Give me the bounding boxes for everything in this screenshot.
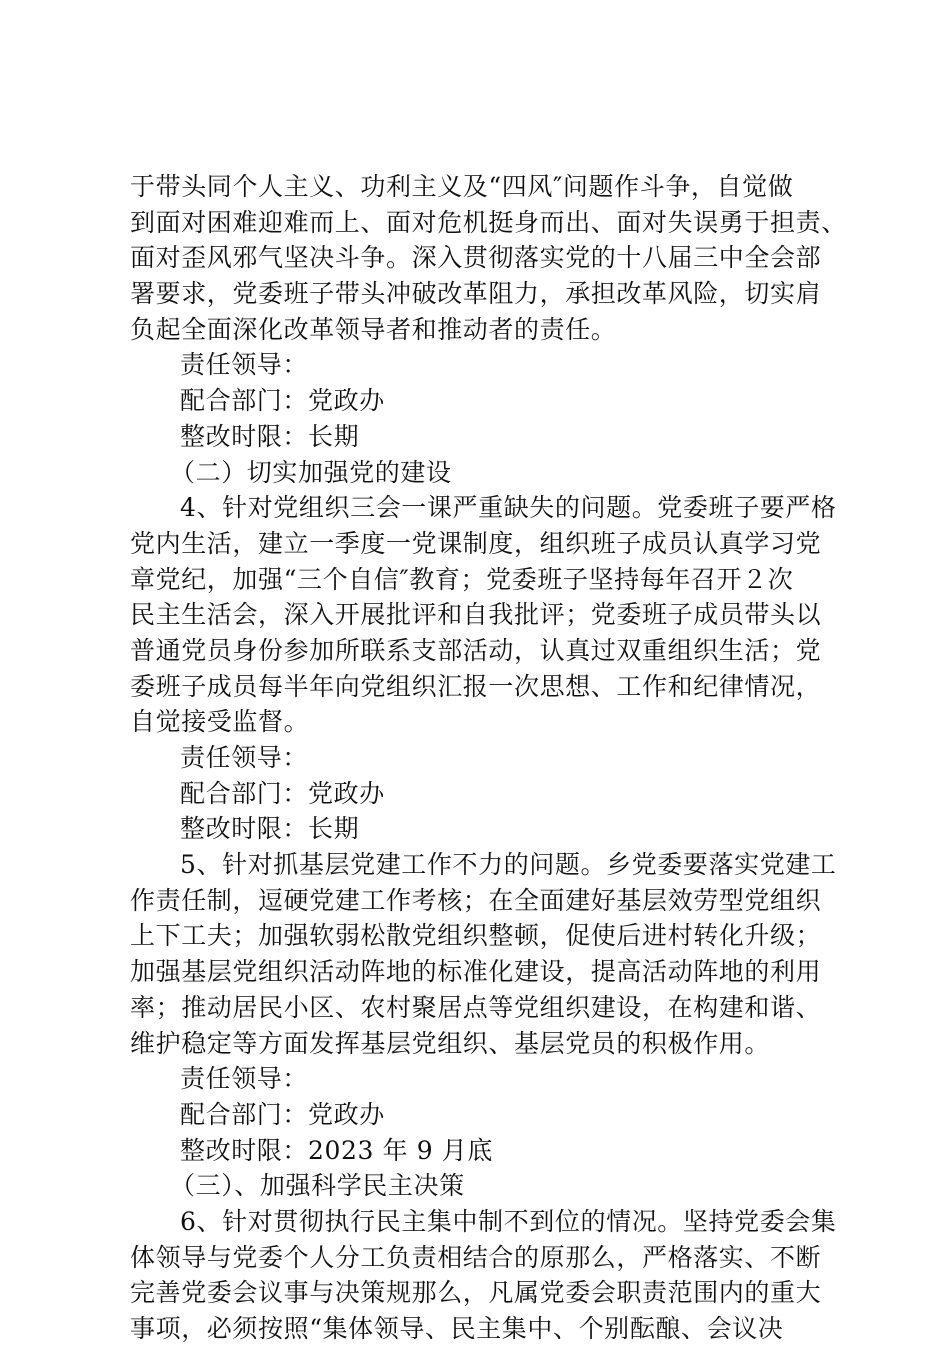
section-heading: （三）、加强科学民主决策 [170, 1171, 465, 1201]
text-line: 负起全面深化改革领导者和推动者的责任。 [130, 314, 617, 344]
text-line: 自觉接受监督。 [130, 707, 310, 737]
text-line: 章党纪，加强“三个自信″教育；党委班子坚持每年召开２次 [130, 564, 794, 594]
rectification-deadline: 整改时限：长期 [180, 421, 360, 451]
text-line: 4、针对党组织三会一课严重缺失的问题。党委班子要严格 [180, 493, 837, 523]
text-line: 署要求，党委班子带头冲破改革阻力，承担改革风险，切实肩 [130, 279, 822, 309]
text-line: 面对歪风邪气坚决斗争。深入贯彻落实党的十八届三中全会部 [130, 243, 822, 273]
text-line: 加强基层党组织活动阵地的标准化建设，提高活动阵地的利用 [130, 957, 822, 987]
text-line: 于带头同个人主义、功利主义及“四风″问题作斗争，自觉做 [130, 172, 794, 201]
paragraph-continuation [130, 169, 847, 347]
section-heading: （二）切实加强党的建设 [170, 457, 452, 487]
text-line: 民主生活会，深入开展批评和自我批评；党委班子成员带头以 [130, 600, 822, 630]
paragraph-item-4 [130, 490, 837, 740]
responsible-leader: 责任领导： [180, 1064, 309, 1094]
text-line: 到面对困难迎难而上、面对危机挺身而出、面对失误勇于担责、 [130, 207, 847, 237]
rectification-deadline: 整改时限：长期 [180, 814, 360, 844]
text-line: 维护稳定等方面发挥基层党组织、基层党员的积极作用。 [130, 1028, 771, 1058]
cooperating-department: 配合部门：党政办 [180, 1099, 385, 1129]
paragraph-item-5 [130, 847, 837, 1061]
cooperating-department: 配合部门：党政办 [180, 386, 385, 416]
responsible-leader: 责任领导： [180, 350, 309, 380]
text-line: 体领导与党委个人分工负责相结合的原那么，严格落实、不断 [130, 1242, 822, 1272]
text-line: 上下工夫；加强软弱松散党组织整顿，促使后进村转化升级； [130, 921, 822, 951]
text-line: 事项，必须按照“集体领导、民主集中、个别酝酿、会议决 [130, 1314, 784, 1343]
text-line: 作责任制，逗硬党建工作考核；在全面建好基层效劳型党组织 [130, 885, 822, 915]
text-line: 委班子成员每半年向党组织汇报一次思想、工作和纪律情况， [130, 671, 822, 701]
text-line: 完善党委会议事与决策规那么，凡属党委会职责范围内的重大 [130, 1278, 822, 1308]
text-line: 率；推动居民小区、农村聚居点等党组织建设，在构建和谐、 [130, 992, 822, 1022]
responsible-leader: 责任领导： [180, 743, 309, 772]
text-line: 5、针对抓基层党建工作不力的问题。乡党委要落实党建工 [180, 850, 837, 880]
cooperating-department: 配合部门：党政办 [180, 778, 385, 808]
text-line: 党内生活，建立一季度一党课制度，组织班子成员认真学习党 [130, 528, 822, 558]
text-line: 普通党员身份参加所联系支部活动，认真过双重组织生活；党 [130, 635, 822, 665]
rectification-deadline: 整改时限：2023 年 9 月底 [180, 1135, 493, 1165]
text-line: 6、针对贯彻执行民主集中制不到位的情况。坚持党委会集 [180, 1206, 837, 1236]
document-body [130, 169, 847, 1347]
paragraph-item-6 [130, 1204, 837, 1347]
